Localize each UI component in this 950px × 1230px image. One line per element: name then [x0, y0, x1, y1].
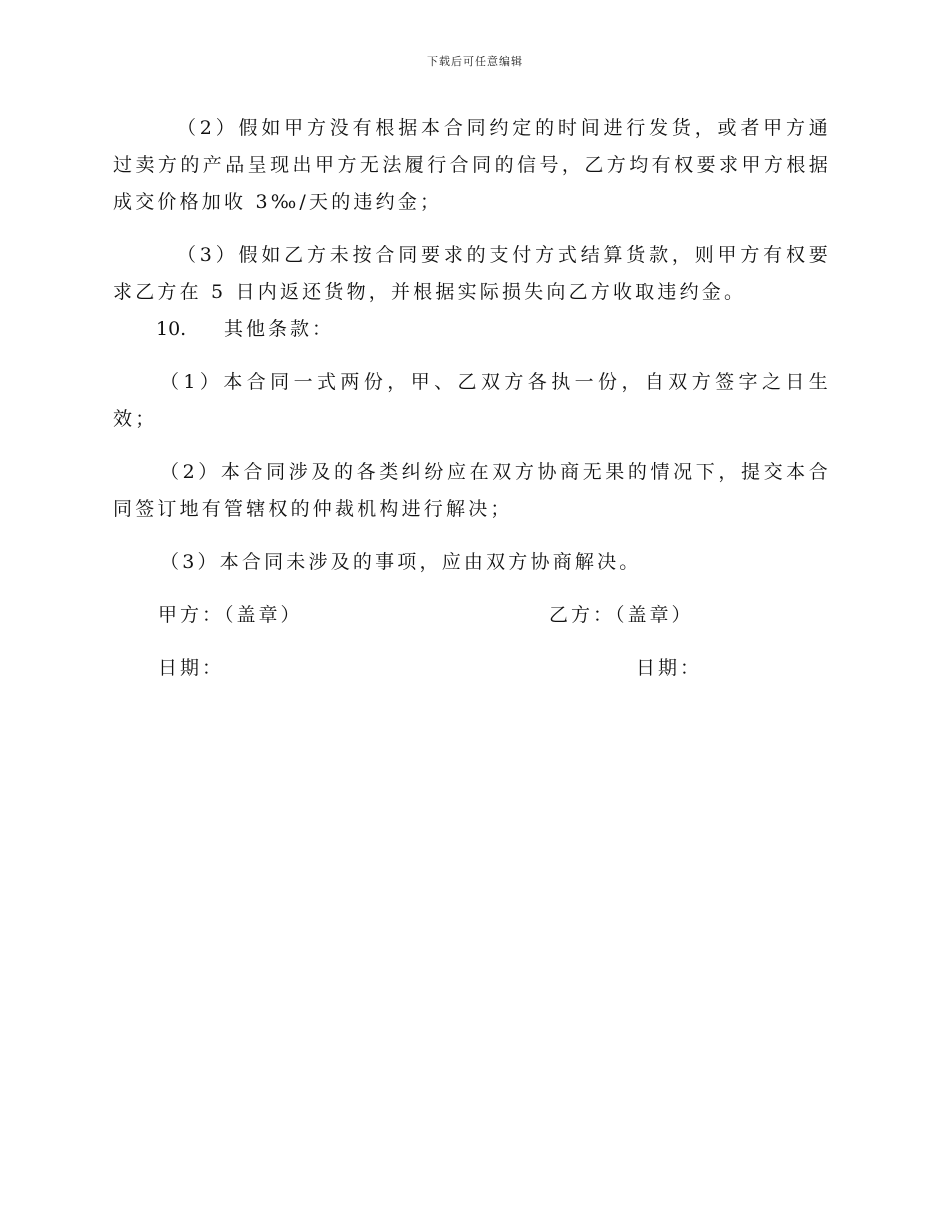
page-header: 下载后可任意编辑 — [427, 55, 523, 68]
party-a-seal-label: 甲方：（盖章） — [158, 604, 303, 626]
document-body — [113, 110, 831, 687]
party-b-date-label: 日期： — [636, 657, 703, 679]
party-b-seal-label: 乙方：（盖章） — [549, 604, 694, 626]
other-clause-2: （2）本合同涉及的各类纠纷应在双方协商无果的情况下，提交本合同签订地有管辖权的仲裁机构进行解决； — [113, 461, 831, 520]
section-10-heading — [113, 311, 831, 348]
section-number: 10. — [156, 318, 187, 340]
clause-breach-2: （2）假如甲方没有根据本合同约定的时间进行发货，或者甲方通过卖方的产品呈现出甲方无法履行合同的信号，乙方均有权要求甲方根据成交价格加收 3‰/天的违约金； — [113, 117, 831, 213]
section-title: 其他条款： — [224, 318, 335, 340]
other-clause-1: （1）本合同一式两份，甲、乙双方各执一份，自双方签字之日生效； — [113, 371, 831, 430]
clause-breach-3: （3）假如乙方未按合同要求的支付方式结算货款，则甲方有权要求乙方在 5 日内返还货物，并根据实际损失向乙方收取违约金。 — [113, 244, 831, 303]
party-a-date-label: 日期： — [158, 657, 225, 679]
signature-row-parties — [113, 597, 831, 634]
other-clause-3: （3）本合同未涉及的事项，应由双方协商解决。 — [160, 551, 642, 573]
signature-row-dates — [113, 650, 831, 687]
